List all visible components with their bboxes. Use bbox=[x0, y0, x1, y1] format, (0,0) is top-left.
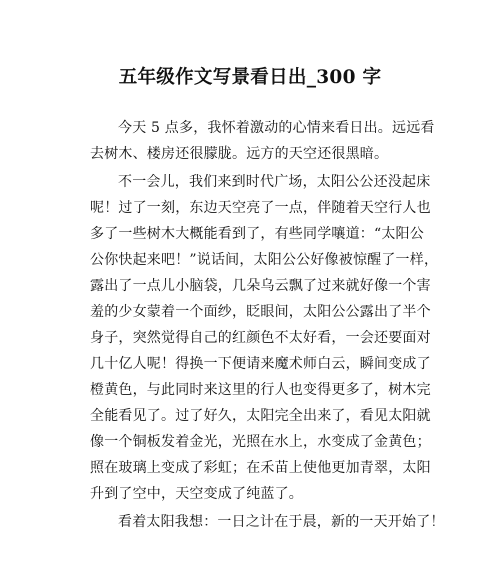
text-line: 呢！过了一刻，东边天空亮了一点，伴随着天空行人也 bbox=[90, 200, 431, 216]
text-line: 几十亿人呢！得换一下便请来魔术师白云，瞬间变成了 bbox=[90, 356, 431, 372]
text-line: 身子，突然觉得自己的红颜色不太好看，一会还要面对 bbox=[90, 330, 431, 346]
text-line: 看着太阳我想：一日之计在于晨，新的一天开始了！ bbox=[118, 514, 445, 530]
text-line: 多了一些树木大概能看到了，有些同学嚷道：“太阳公 bbox=[90, 226, 424, 242]
text-line: 升到了空中，天空变成了纯蓝了。 bbox=[90, 486, 303, 502]
text-line: 今天 5 点多，我怀着激动的心情来看日出。远远看 bbox=[118, 120, 435, 136]
text-line: 露出了一点儿小脑袋，几朵乌云飘了过来就好像一个害 bbox=[90, 278, 431, 294]
text-line: 照在玻璃上变成了彩虹；在禾苗上使他更加青翠，太阳 bbox=[90, 460, 431, 476]
text-line: 不一会儿，我们来到时代广场，太阳公公还没起床 bbox=[118, 174, 431, 190]
text-line: 公你快起来吧！”说话间，太阳公公好像被惊醒了一样， bbox=[90, 252, 439, 268]
document-title: 五年级作文写景看日出_300 字 bbox=[118, 67, 382, 88]
text-line: 去树木、楼房还很朦胧。远方的天空还很黑暗。 bbox=[90, 146, 389, 162]
text-line: 橙黄色，与此同时来这里的行人也变得更多了，树木完 bbox=[90, 382, 431, 398]
text-line: 羞的少女蒙着一个面纱，眨眼间，太阳公公露出了半个 bbox=[90, 304, 431, 320]
text-line: 像一个铜板发着金光，光照在水上，水变成了金黄色； bbox=[90, 434, 431, 450]
text-line: 全能看见了。过了好久，太阳完全出来了，看见太阳就 bbox=[90, 408, 431, 424]
